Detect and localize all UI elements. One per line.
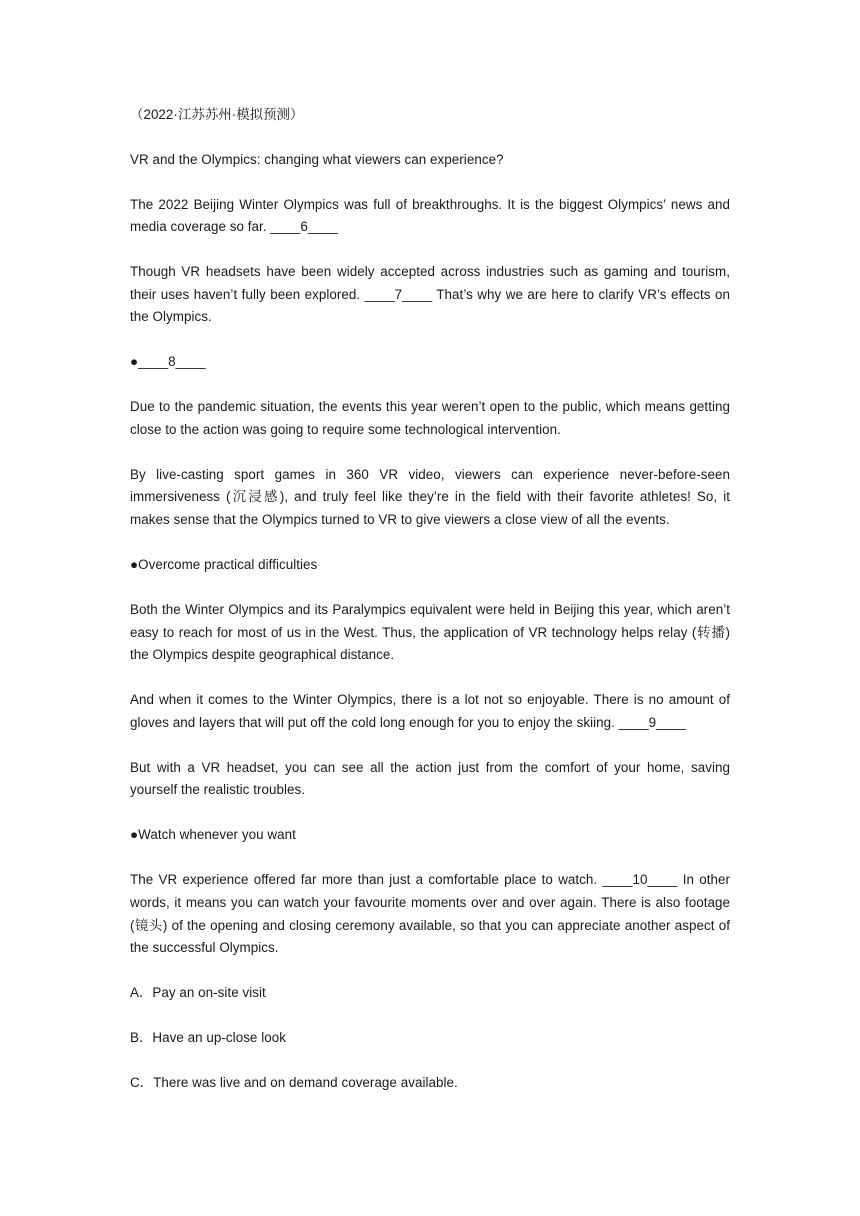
section-heading-difficulties: ●Overcome practical difficulties	[130, 557, 318, 573]
paragraph-5: Both the Winter Olympics and its Paralympics equivalent were held in Beijing this year, which aren’t easy to reach for most of us in the West. Thus, the application of VR technology helps relay (转播) the Olympics despite geographical distance.	[130, 602, 730, 663]
paragraph-8: The VR experience offered far more than just a comfortable place to watch. ____10____ In other words, it means you can watch your favourite moments over and over again. There is also footage (镜头) of the opening and closing ceremony available, so that you can appreciate another aspect of the successful Olympics.	[130, 872, 730, 956]
paragraph-6: And when it comes to the Winter Olympics, there is a lot not so enjoyable. There is no amount of gloves and layers that will put off the cold long enough for you to enjoy the skiing. ____9____	[130, 692, 730, 730]
article-title: VR and the Olympics: changing what viewers can experience?	[130, 151, 504, 167]
paragraph-4: By live-casting sport games in 360 VR video, viewers can experience never-before-seen immersiveness (沉浸感), and truly feel like they’re in the field with their favorite athletes! So, it makes sense that the Olympics turned to VR to give viewers a close view of all the events.	[130, 466, 730, 528]
document-page	[130, 104, 730, 1117]
paragraph-7: But with a VR headset, you can see all the action just from the comfort of your home, saving yourself the realistic troubles.	[130, 759, 730, 798]
option-b: B．Have an up-close look	[130, 1030, 286, 1046]
paragraph-3: Due to the pandemic situation, the events this year weren’t open to the public, which means getting close to the action was going to require some technological intervention.	[130, 399, 730, 437]
option-c: C．There was live and on demand coverage available.	[130, 1075, 458, 1091]
option-a: A．Pay an on-site visit	[130, 985, 266, 1001]
paragraph-2: Though VR headsets have been widely accepted across industries such as gaming and tourism, their uses haven’t fully been explored. ____7____ That’s why we are here to clarify VR’s effects on the Olympics.	[130, 264, 730, 325]
paragraph-1: The 2022 Beijing Winter Olympics was full of breakthroughs. It is the biggest Olympics’ news and media coverage so far. ____6____	[130, 196, 730, 235]
blank-8-heading: ●____8____	[130, 354, 206, 370]
section-heading-watch: ●Watch whenever you want	[130, 827, 296, 843]
source-line: （2022·江苏苏州·模拟预测）	[130, 107, 304, 122]
